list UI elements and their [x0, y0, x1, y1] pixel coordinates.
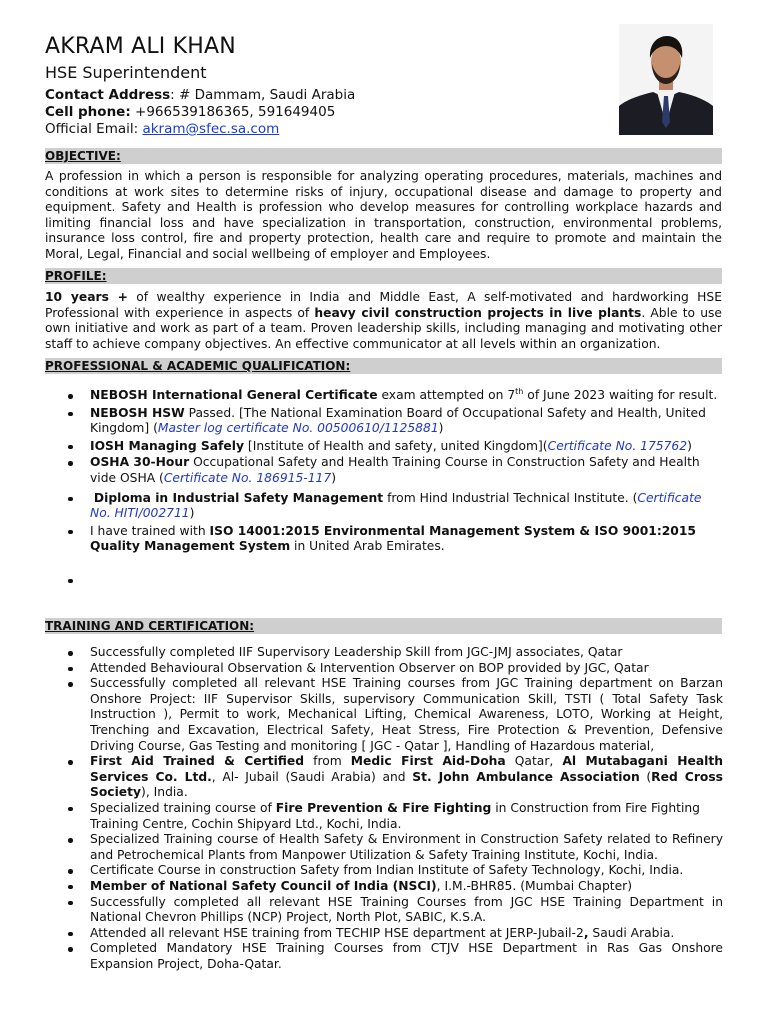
- item-text: of June 2023 waiting for result.: [523, 388, 718, 402]
- list-item: [45, 754, 723, 801]
- list-item: Attended Behavioural Observation & Intervention Observer on BOP provided by JGC, Qatar: [45, 661, 723, 677]
- profile-highlight: heavy civil construction projects in live plants: [314, 305, 642, 320]
- item-text: from: [304, 754, 351, 769]
- item-bold: Red Cross Society: [90, 769, 723, 800]
- item-bold: Fire Prevention & Fire Fighting: [275, 800, 492, 815]
- email-label: Official Email:: [45, 121, 143, 137]
- job-title: HSE Superintendent: [45, 63, 207, 82]
- item-text: ): [331, 470, 337, 485]
- item-text: Occupational Safety and Health Training Course in Construction Safety and Health vide OSHA (: [90, 455, 700, 485]
- item-bold: IOSH Managing Safely: [90, 438, 244, 453]
- item-text: Specialized training course of: [90, 800, 276, 815]
- item-bold: NEBOSH International General Certificate: [90, 388, 378, 402]
- item-text: exam attempted on 7: [377, 388, 516, 402]
- qualification-heading: PROFESSIONAL & ACADEMIC QUALIFICATION:: [45, 358, 722, 374]
- item-text: ): [438, 421, 444, 436]
- item-text: ): [189, 506, 195, 521]
- list-item: [45, 388, 723, 404]
- cell-phone-label: Cell phone:: [45, 104, 131, 120]
- item-bold: Member of National Safety Council of India (NSCI): [90, 878, 437, 893]
- item-bold: Diploma in Industrial Safety Management: [93, 490, 384, 505]
- certificate-number: Certificate No. 175762: [547, 438, 688, 453]
- item-text: , Al- Jubail (Saudi Arabia) and: [211, 769, 413, 784]
- certificate-number: Certificate No. HITI/002711: [90, 490, 702, 521]
- item-text: [Institute of Health and safety, united Kingdom](: [243, 438, 548, 453]
- item-text: I have trained with: [90, 523, 210, 538]
- list-item: Successfully completed all relevant HSE Training courses from JGC Training department on Barzan Onshore Project: IIF Supervisor Skills, supervisory Communication Skill, TSTI ( Total Safety Task Instruction ), Permit to work, Mechanical Lifting, Chemical Awareness, LOTO, Working at Height, Trenching and Excavation, Electrical Safety, Heat Stress, Fire Protection & Prevention, Defensive Driving Course, Gas Testing and monitoring [ JGC - Qatar ], Handling of Hazardous material,: [45, 676, 723, 754]
- list-item: [45, 879, 723, 895]
- item-text: , I.M.-BHR85. (Mumbai Chapter): [436, 878, 633, 893]
- profile-heading: PROFILE:: [45, 268, 722, 284]
- list-item: Specialized Training course of Health Safety & Environment in Construction Safety related to Refinery and Petrochemical Plants from Manpower Utilization & Safety Training Institute, Kochi, India.: [45, 832, 723, 863]
- item-bold: NEBOSH HSW: [90, 405, 185, 420]
- list-item: [45, 926, 723, 942]
- email-link[interactable]: akram@sfec.sa.com: [142, 121, 280, 137]
- list-item-empty: [45, 573, 723, 589]
- certificate-number: Certificate No. 186915-117: [163, 470, 332, 485]
- list-item: Certificate Course in construction Safety from Indian Institute of Safety Technology, Kochi, India.: [45, 863, 723, 879]
- profile-text: [45, 290, 722, 352]
- item-text: Qatar,: [505, 754, 563, 769]
- item-bold: ISO 14001:2015 Environmental Management System & ISO 9001:2015 Quality Management System: [90, 523, 696, 554]
- list-item: Completed Mandatory HSE Training Courses from CTJV HSE Department in Ras Gas Onshore Expansion Project, Doha-Qatar.: [45, 941, 723, 972]
- item-bold: ,: [583, 925, 589, 940]
- contact-block: [45, 87, 355, 138]
- cell-phone-line: [45, 104, 355, 121]
- training-list: [45, 645, 723, 972]
- item-text: ): [687, 438, 692, 453]
- list-item: Successfully completed all relevant HSE Training Courses from JGC HSE Training Department in National Chevron Phillips (NCP) Project, North Plot, SABIC, K.S.A.: [45, 895, 723, 926]
- item-bold: St. John Ambulance Association: [412, 769, 640, 784]
- list-item: [45, 801, 723, 832]
- superscript: th: [515, 386, 524, 396]
- training-heading: TRAINING AND CERTIFICATION:: [45, 618, 722, 634]
- profile-photo: [619, 24, 713, 135]
- item-text: in United Arab Emirates.: [290, 539, 445, 554]
- list-item: [45, 439, 723, 455]
- profile-text-1: of wealthy experience in India and Middle East, A self-motivated and hardworking HSE Professional with experience in aspects of: [45, 290, 723, 320]
- contact-address-label: Contact Address: [45, 87, 171, 103]
- objective-text: A profession in which a person is responsible for analyzing operating procedures, materials, machines and conditions at work sites to determine risks of injury, occupational disease and damage to property and equipment. Safety and Health is profession who develop measures for controlling workplace hazards and limiting financial loss and have specialization in transportation, construction, environmental problems, insurance loss control, fire and property protection, health care and require to promote and maintain the Moral, Legal, Financial and social wellbeing of employer and Employees.: [45, 169, 722, 261]
- certificate-number: Master log certificate No. 00500610/1125881: [157, 421, 439, 436]
- list-item: [45, 491, 723, 522]
- item-text: in Construction from Fire Fighting Training Centre, Cochin Shipyard Ltd., Kochi, India.: [90, 800, 700, 831]
- profile-text-2: . Able to use own initiative and work as part of a team. Proven leadership skills, including managing and motivating other staff to achieve company objectives. An effective communicator at all levels within an organization.: [45, 305, 722, 351]
- contact-address-value: : # Dammam, Saudi Arabia: [170, 87, 356, 103]
- qualification-list: [45, 388, 723, 589]
- profile-years: 10 years +: [45, 290, 128, 304]
- item-text: ), India.: [141, 785, 188, 800]
- item-text: Attended all relevant HSE training from TECHIP HSE department at JERP-Jubail-2: [90, 925, 584, 940]
- candidate-name: AKRAM ALI KHAN: [45, 34, 236, 59]
- list-item: [45, 455, 723, 486]
- item-bold: OSHA 30-Hour: [90, 455, 190, 470]
- item-bold: Al Mutabagani Health Services Co. Ltd.: [90, 754, 724, 784]
- item-bold: First Aid Trained & Certified: [90, 754, 305, 769]
- list-item: [45, 406, 723, 437]
- item-text: (: [639, 769, 652, 784]
- contact-address-line: [45, 87, 355, 104]
- item-text: Saudi Arabia.: [588, 925, 675, 940]
- list-item: [45, 524, 723, 555]
- objective-heading: OBJECTIVE:: [45, 148, 722, 164]
- item-bold: Medic First Aid-Doha: [350, 754, 506, 769]
- item-text: Passed. [The National Examination Board of Occupational Safety and Health, United Kingdom] (: [90, 405, 706, 436]
- item-text: from Hind Industrial Technical Institute. (: [383, 490, 638, 505]
- email-line: [45, 121, 355, 138]
- cell-phone-value: +966539186365, 591649405: [130, 104, 336, 120]
- list-item: Successfully completed IIF Supervisory Leadership Skill from JGC-JMJ associates, Qatar: [45, 645, 723, 661]
